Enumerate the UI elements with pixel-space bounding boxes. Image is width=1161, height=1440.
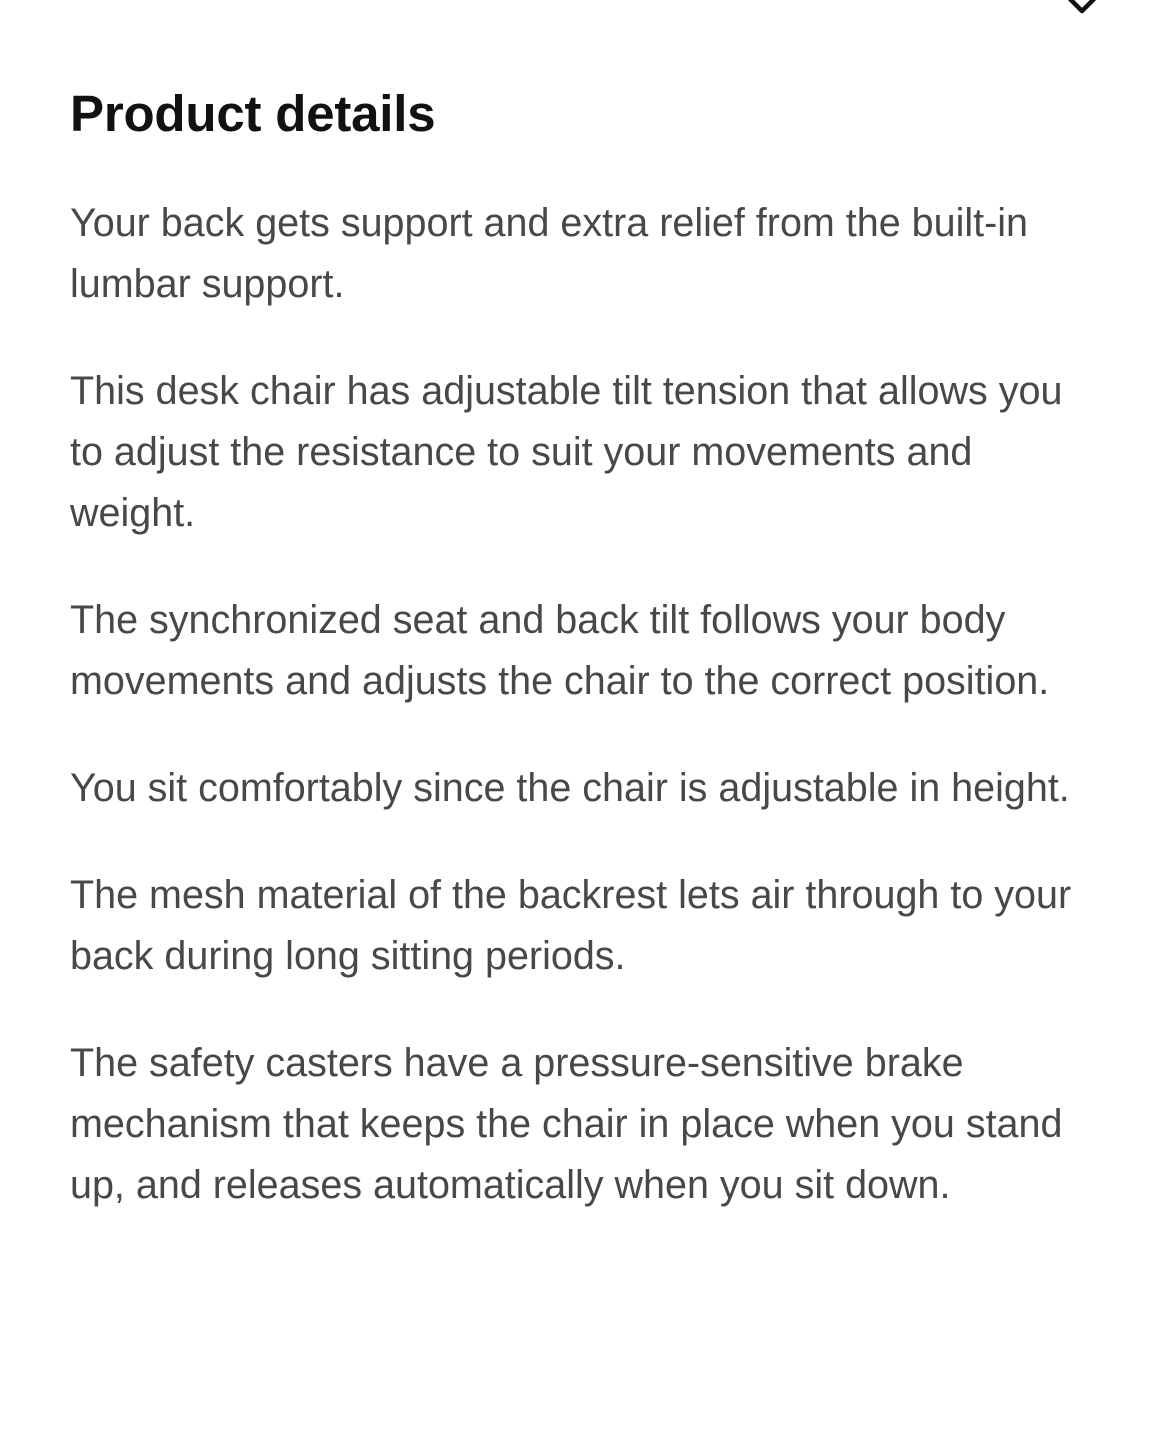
page-title: Product details xyxy=(70,85,436,142)
detail-paragraph-synchronized-tilt: The synchronized seat and back tilt follows your body movements and adjusts the chair to the correct position. xyxy=(70,598,1050,703)
close-button[interactable] xyxy=(1052,0,1112,16)
close-icon xyxy=(1062,0,1102,16)
detail-paragraph-height-adjustable: You sit comfortably since the chair is adjustable in height. xyxy=(70,766,1070,810)
product-details-text xyxy=(70,193,1106,1262)
detail-paragraph-safety-casters: The safety casters have a pressure-sensitive brake mechanism that keeps the chair in place when you stand up, and releases automatically when you sit down. xyxy=(70,1041,1063,1207)
detail-paragraph-tilt-tension: This desk chair has adjustable tilt tension that allows you to adjust the resistance to suit your movements and weight. xyxy=(70,369,1063,535)
detail-paragraph-lumbar-support: Your back gets support and extra relief from the built-in lumbar support. xyxy=(70,201,1029,306)
detail-paragraph-mesh-backrest: The mesh material of the backrest lets air through to your back during long sitting periods. xyxy=(70,873,1072,978)
